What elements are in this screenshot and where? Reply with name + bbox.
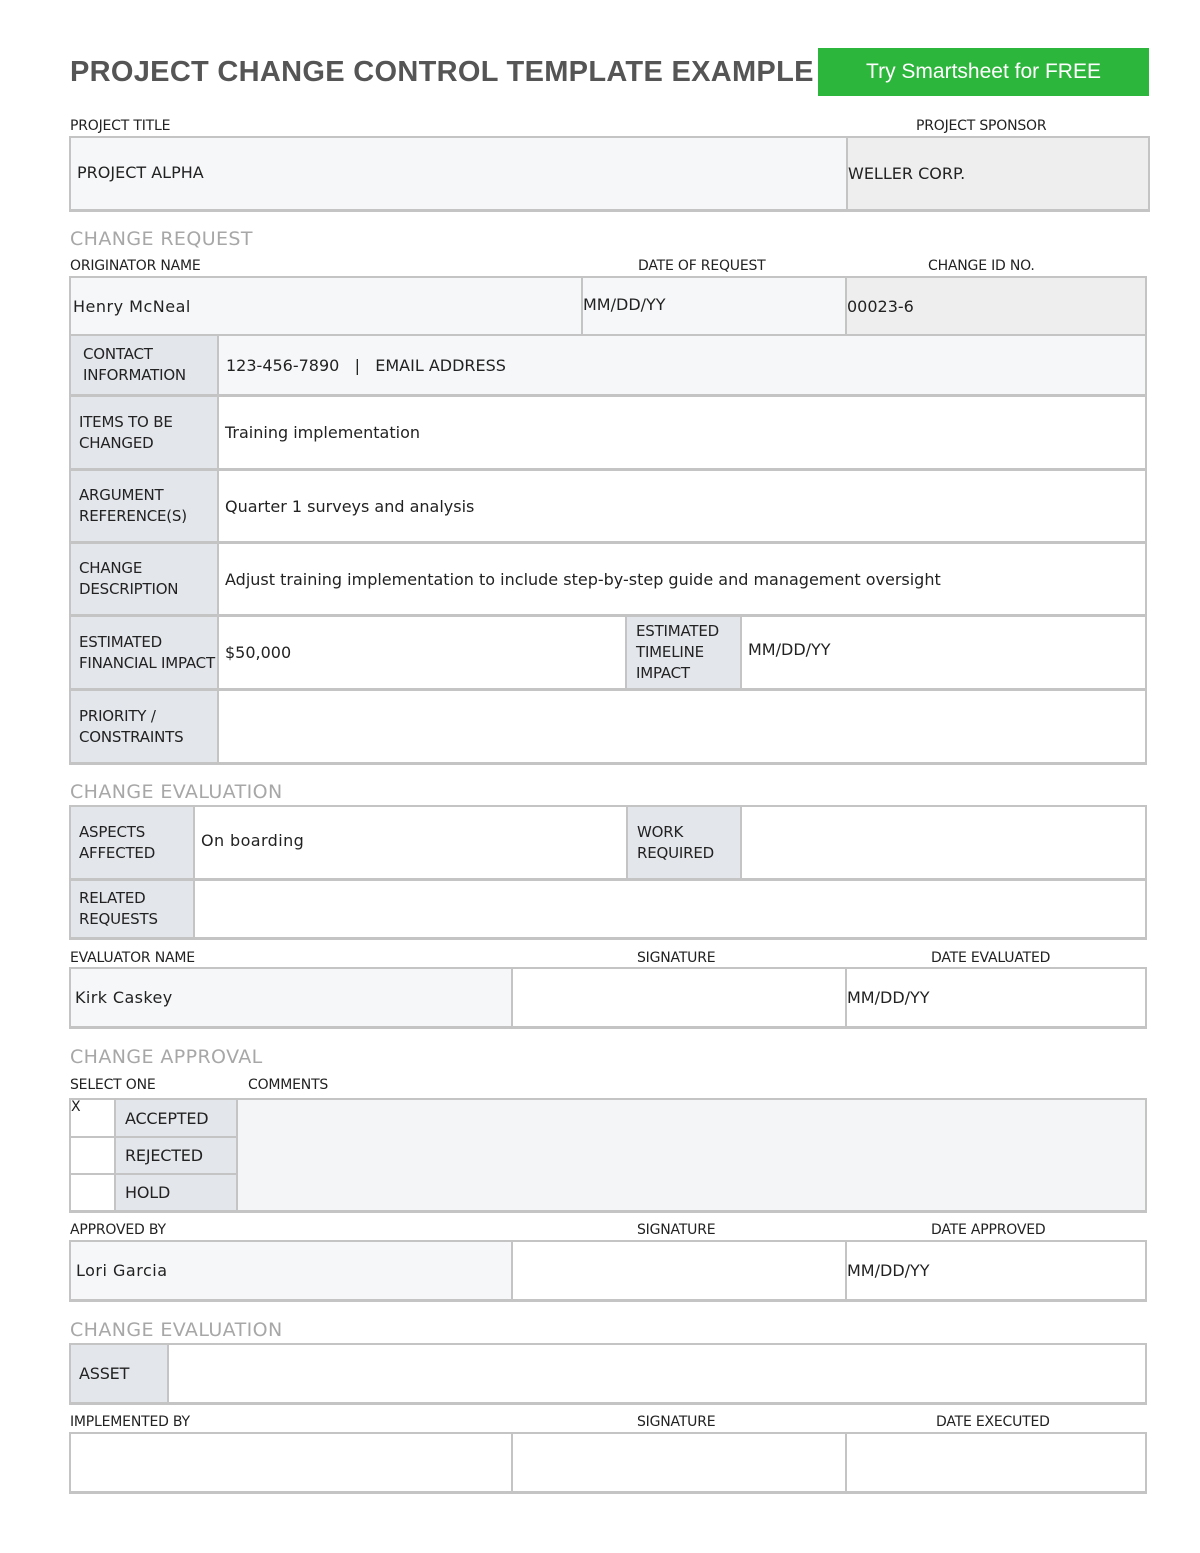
- evaluator-name-field[interactable]: Kirk Caskey: [75, 987, 173, 1007]
- argument-references-label: ARGUMENT REFERENCE(S): [71, 471, 217, 541]
- implementation-section-title: CHANGE EVALUATION: [70, 1319, 283, 1341]
- project-title-label: PROJECT TITLE: [70, 118, 171, 134]
- change-description-label: CHANGE DESCRIPTION: [71, 544, 217, 614]
- originator-name-field[interactable]: Henry McNeal: [73, 296, 191, 316]
- implemented-by-label: IMPLEMENTED BY: [70, 1414, 190, 1430]
- select-one-label: SELECT ONE: [70, 1077, 156, 1093]
- date-of-request-label: DATE OF REQUEST: [638, 258, 766, 274]
- accepted-checkbox[interactable]: X: [71, 1099, 81, 1115]
- implemented-by-field[interactable]: [71, 1434, 511, 1491]
- change-description-field[interactable]: Adjust training implementation to include step-by-step guide and management oversight: [219, 544, 1145, 614]
- date-evaluated-label: DATE EVALUATED: [931, 950, 1051, 966]
- change-request-section-title: CHANGE REQUEST: [70, 228, 253, 250]
- approved-by-field[interactable]: Lori Garcia: [76, 1261, 168, 1280]
- date-executed-field[interactable]: [847, 1434, 1145, 1491]
- evaluation-signature-label: SIGNATURE: [637, 950, 716, 966]
- priority-constraints-field[interactable]: [219, 691, 1145, 762]
- implementation-signature-field[interactable]: [513, 1434, 845, 1491]
- rejected-option-label: REJECTED: [116, 1138, 236, 1173]
- comments-field[interactable]: [238, 1100, 1145, 1210]
- page-title: PROJECT CHANGE CONTROL TEMPLATE EXAMPLE: [70, 56, 814, 88]
- rejected-checkbox[interactable]: [71, 1138, 114, 1173]
- related-requests-field[interactable]: [195, 881, 1145, 937]
- hold-checkbox[interactable]: [71, 1175, 114, 1210]
- estimated-timeline-impact-field[interactable]: MM/DD/YY: [742, 617, 1145, 688]
- asset-field[interactable]: [169, 1345, 1145, 1402]
- accepted-option-label: ACCEPTED: [116, 1100, 236, 1136]
- contact-information-label: CONTACT INFORMATION: [71, 336, 217, 394]
- change-approval-section-title: CHANGE APPROVAL: [70, 1046, 263, 1068]
- argument-references-field[interactable]: Quarter 1 surveys and analysis: [219, 471, 1145, 541]
- items-to-be-changed-field[interactable]: Training implementation: [219, 397, 1145, 468]
- items-to-be-changed-label: ITEMS TO BE CHANGED: [71, 397, 217, 468]
- project-title-field[interactable]: PROJECT ALPHA: [77, 162, 204, 182]
- comments-label: COMMENTS: [248, 1077, 329, 1093]
- change-id-field[interactable]: 00023-6: [847, 278, 1145, 334]
- date-executed-label: DATE EXECUTED: [936, 1414, 1050, 1430]
- approval-signature-label: SIGNATURE: [637, 1222, 716, 1238]
- work-required-label: WORK REQUIRED: [628, 807, 740, 878]
- contact-information-field[interactable]: 123-456-7890 | EMAIL ADDRESS: [226, 355, 506, 375]
- estimated-timeline-impact-label: ESTIMATED TIMELINE IMPACT: [627, 617, 740, 688]
- priority-constraints-label: PRIORITY / CONSTRAINTS: [71, 691, 217, 762]
- originator-name-label: ORIGINATOR NAME: [70, 258, 201, 274]
- asset-label: ASSET: [71, 1345, 167, 1402]
- approved-by-label: APPROVED BY: [70, 1222, 166, 1238]
- estimated-financial-impact-field[interactable]: $50,000: [219, 617, 625, 688]
- date-evaluated-field[interactable]: MM/DD/YY: [847, 969, 1145, 1026]
- date-approved-field[interactable]: MM/DD/YY: [847, 1242, 1145, 1299]
- approval-signature-field[interactable]: [513, 1242, 845, 1299]
- implementation-signature-label: SIGNATURE: [637, 1414, 716, 1430]
- change-id-label: CHANGE ID NO.: [928, 258, 1035, 274]
- work-required-field[interactable]: [742, 807, 1145, 878]
- estimated-financial-impact-label: ESTIMATED FINANCIAL IMPACT: [71, 617, 217, 688]
- date-approved-label: DATE APPROVED: [931, 1222, 1046, 1238]
- project-sponsor-label: PROJECT SPONSOR: [916, 118, 1047, 134]
- try-smartsheet-button[interactable]: Try Smartsheet for FREE: [818, 48, 1149, 96]
- related-requests-label: RELATED REQUESTS: [71, 881, 193, 937]
- evaluation-signature-field[interactable]: [513, 969, 845, 1026]
- hold-option-label: HOLD: [116, 1175, 236, 1210]
- change-evaluation-section-title: CHANGE EVALUATION: [70, 781, 283, 803]
- project-sponsor-field[interactable]: WELLER CORP.: [848, 138, 1148, 209]
- evaluator-name-label: EVALUATOR NAME: [70, 950, 195, 966]
- aspects-affected-label: ASPECTS AFFECTED: [71, 807, 193, 878]
- aspects-affected-field[interactable]: On boarding: [195, 807, 626, 878]
- date-of-request-field[interactable]: MM/DD/YY: [583, 294, 666, 314]
